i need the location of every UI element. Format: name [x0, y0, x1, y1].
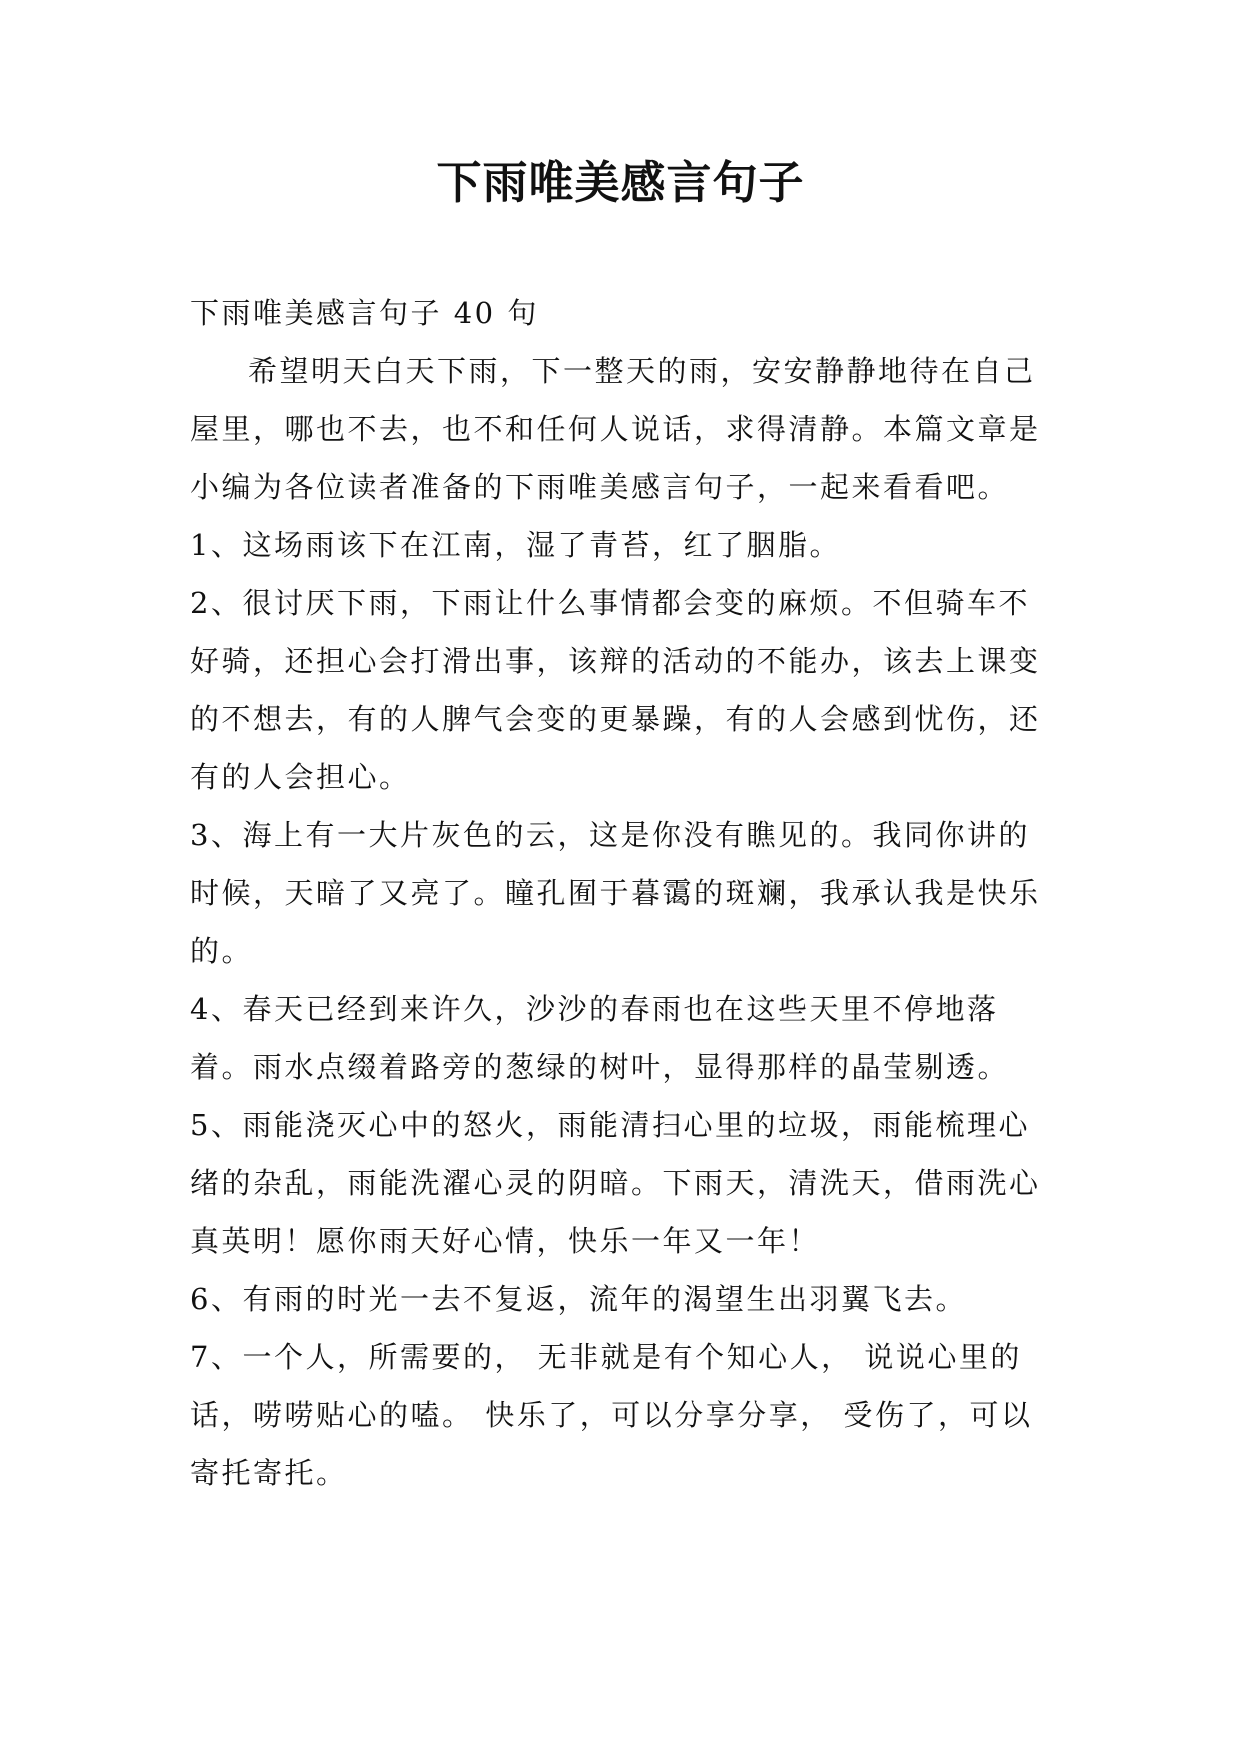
list-item: 4、春天已经到来许久，沙沙的春雨也在这些天里不停地落着。雨水点缀着路旁的葱绿的树叶，显得那样的晶莹剔透。 [190, 992, 1010, 1084]
document-body [190, 284, 1052, 1502]
list-item: 6、有雨的时光一去不复返，流年的渴望生出羽翼飞去。 [190, 1282, 967, 1316]
document-subtitle: 下雨唯美感言句子 40 句 [190, 296, 539, 330]
list-item: 2、很讨厌下雨，下雨让什么事情都会变的麻烦。不但骑车不好骑，还担心会打滑出事，该辩的活动的不能办，该去上课变的不想去，有的人脾气会变的更暴躁，有的人会感到忧伤，还有的人会担心。 [190, 586, 1041, 794]
list-item: 1、这场雨该下在江南，湿了青苔，红了胭脂。 [190, 528, 841, 562]
list-item: 3、海上有一大片灰色的云，这是你没有瞧见的。我同你讲的时候，天暗了又亮了。瞳孔囿于暮霭的斑斓，我承认我是快乐的。 [190, 818, 1041, 968]
list-item: 7、一个人，所需要的， 无非就是有个知心人， 说说心里的话，唠唠贴心的嗑。 快乐了，可以分享分享， 受伤了，可以寄托寄托。 [190, 1340, 1033, 1490]
document-title: 下雨唯美感言句子 [436, 156, 805, 209]
list-item: 5、雨能浇灭心中的怒火，雨能清扫心里的垃圾，雨能梳理心绪的杂乱，雨能洗濯心灵的阴暗。下雨天，清洗天，借雨洗心真英明！愿你雨天好心情，快乐一年又一年！ [190, 1108, 1041, 1258]
intro-paragraph: 希望明天白天下雨，下一整天的雨，安安静静地待在自己屋里，哪也不去，也不和任何人说话，求得清静。本篇文章是小编为各位读者准备的下雨唯美感言句子，一起来看看吧。 [190, 354, 1041, 504]
